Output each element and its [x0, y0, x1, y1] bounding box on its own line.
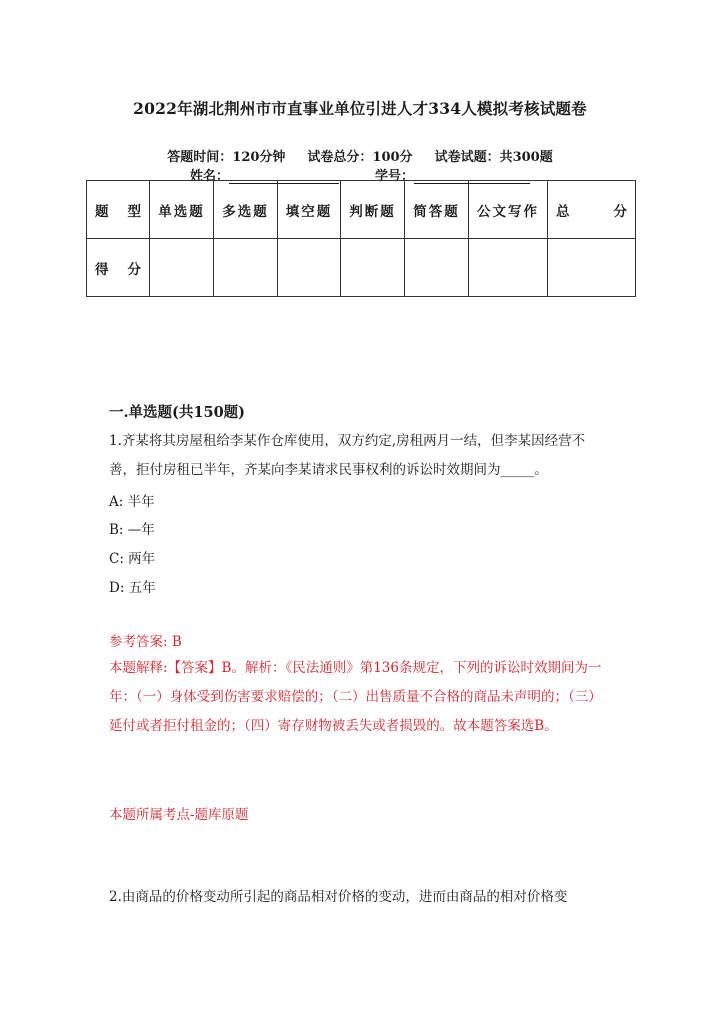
question-1-answer: 参考答案: B — [109, 634, 182, 650]
header-document-writing: 公文写作 — [469, 181, 548, 239]
question-1-option-c: C: 两年 — [109, 551, 156, 567]
document-title: 2022年湖北荆州市市直事业单位引进人才334人模拟考核试题卷 — [133, 99, 587, 118]
question-1-option-b: B: —年 — [109, 522, 155, 538]
question-1-option-a: A: 半年 — [109, 494, 155, 510]
exam-time: 答题时间：120分钟 — [167, 150, 286, 165]
exam-info-line — [0, 146, 720, 165]
section-heading: 一.单选题(共150题) — [109, 404, 246, 421]
header-question-type: 题 型 — [87, 181, 150, 239]
question-1-option-d: D: 五年 — [109, 580, 156, 596]
score-cell[interactable] — [278, 239, 341, 297]
id-label: 学号： — [375, 169, 415, 184]
question-1-topic: 本题所属考点-题库原题 — [109, 807, 249, 823]
score-table-header-row — [87, 181, 636, 239]
exam-question-count: 试卷试题：共300题 — [434, 150, 553, 165]
score-cell[interactable] — [150, 239, 214, 297]
score-cell[interactable] — [214, 239, 278, 297]
question-2-text: 2.由商品的价格变动所引起的商品相对价格的变动，进而由商品的相对价格变 — [109, 889, 568, 905]
header-short-answer: 简答题 — [405, 181, 469, 239]
score-cell[interactable] — [405, 239, 469, 297]
score-row-label: 得 分 — [87, 239, 150, 297]
name-label: 姓名： — [189, 169, 229, 184]
header-total: 总 分 — [548, 181, 636, 239]
score-cell[interactable] — [341, 239, 405, 297]
header-fill-blank: 填空题 — [278, 181, 341, 239]
score-table — [86, 180, 636, 297]
score-cell[interactable] — [469, 239, 548, 297]
exam-total-score: 试卷总分：100分 — [307, 150, 413, 165]
header-true-false: 判断题 — [341, 181, 405, 239]
header-single-choice: 单选题 — [150, 181, 214, 239]
score-cell[interactable] — [548, 239, 636, 297]
header-multiple-choice: 多选题 — [214, 181, 278, 239]
question-1-text: 1.齐某将其房屋租给李某作仓库使用，双方约定,房租两月一结，但李某因经营不善，拒付房租已半年，齐某向李某请求民事权利的诉讼时效期间为_____。 — [109, 433, 586, 478]
score-table-score-row — [87, 239, 636, 297]
question-1-explanation: 本题解释:【答案】B。解析：《民法通则》第136条规定，下列的诉讼时效期间为一年：（一）身体受到伤害要求赔偿的；（二）出售质量不合格的商品未声明的；（三）延付或者拒付租金的；（四）寄存财物被丢失或者损毁的。故本题答案选B。 — [109, 660, 602, 734]
